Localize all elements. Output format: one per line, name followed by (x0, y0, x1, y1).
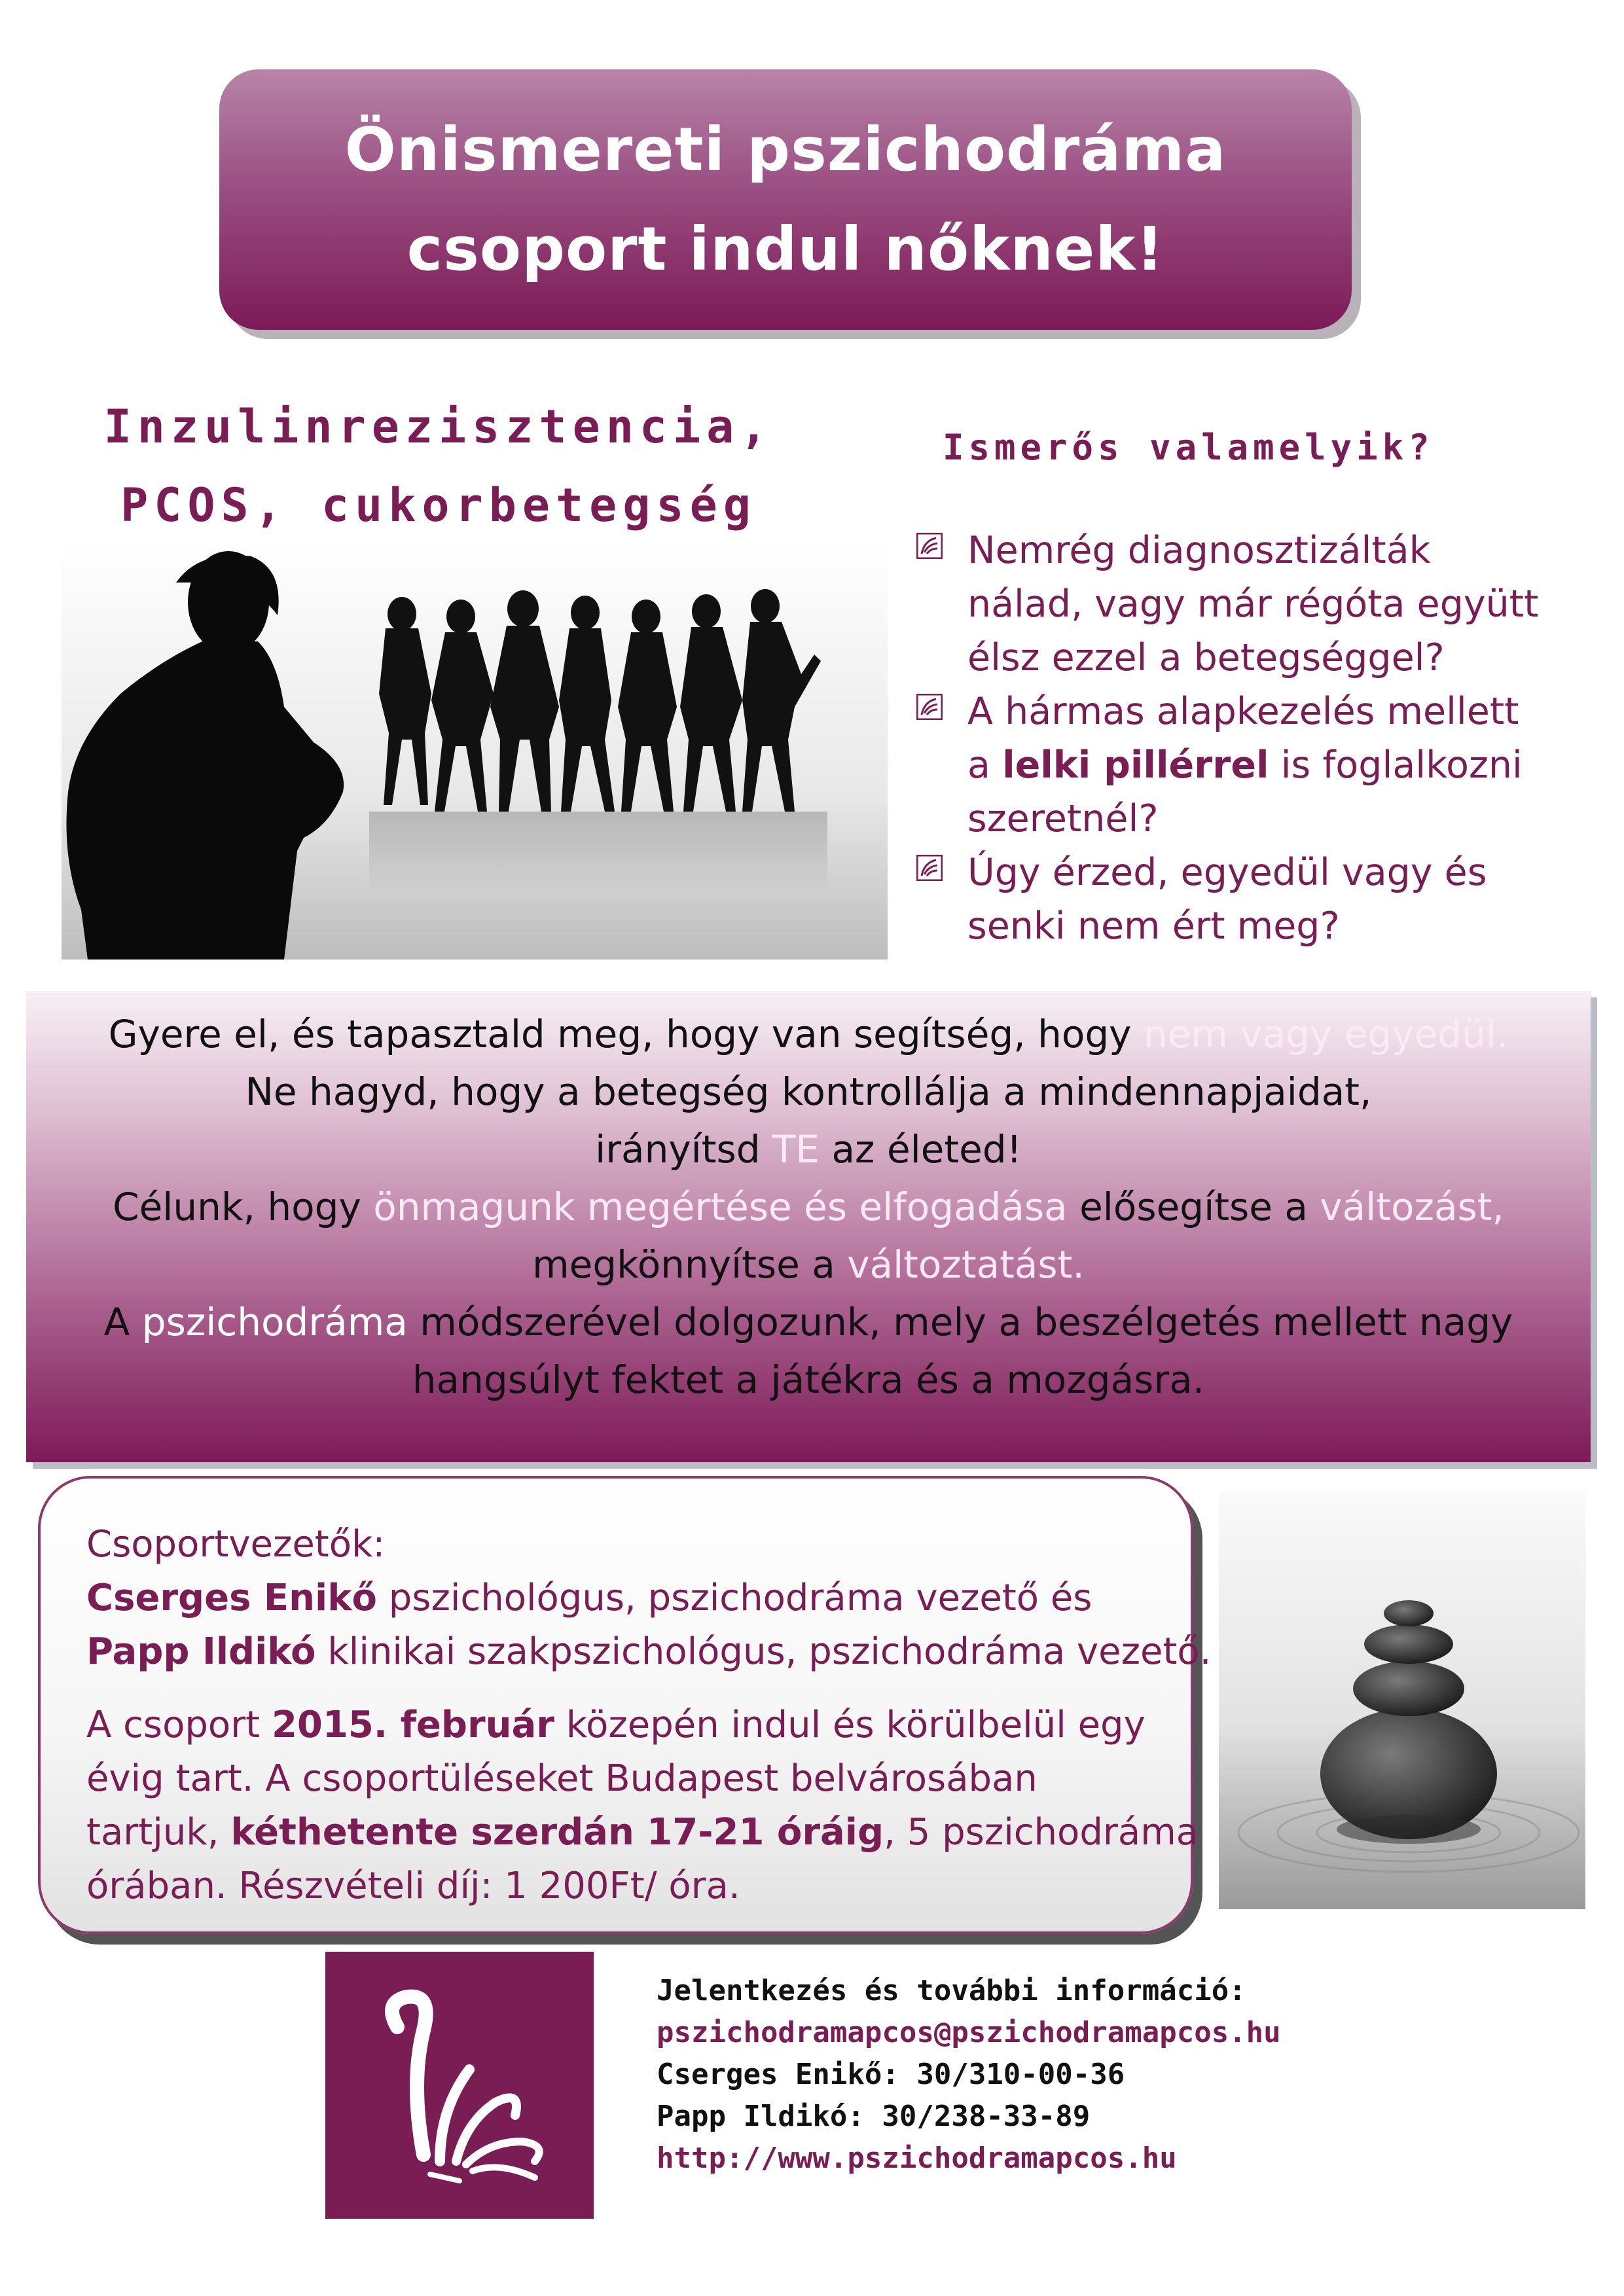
message-line-2: Ne hagyd, hogy a betegség kontrollálja a mindennapjaidat, (245, 1069, 1372, 1114)
contact-phone-1: Cserges Enikő: 30/310-00-36 (657, 2058, 1125, 2091)
questions-heading: Ismerős valamelyik? (943, 427, 1434, 468)
contact-phone-2: Papp Ildikó: 30/238-33-89 (657, 2100, 1091, 2133)
contact-heading: Jelentkezés és további információ: (657, 1974, 1246, 2007)
contact-website-link[interactable]: http://www.pszichodramapcos.hu (657, 2142, 1177, 2175)
swirl-logo-icon (325, 1952, 594, 2219)
question-2-line-2: a lelki pillérrel is foglalkozni (967, 744, 1523, 787)
subtitle-line-1: Inzulinrezisztencia, (103, 400, 774, 454)
message-box (26, 991, 1591, 1462)
question-item-3 (916, 846, 1597, 953)
title-line-1: Önismereti pszichodráma (344, 115, 1227, 185)
question-3-line-2: senki nem ért meg? (967, 905, 1340, 948)
subtitle (79, 387, 799, 545)
balanced-stones-image (1219, 1492, 1585, 1909)
women-silhouette-image (62, 543, 888, 960)
message-line-1: Gyere el, és tapasztald meg, hogy van segítség, hogy nem vagy egyedül. (108, 1012, 1509, 1056)
info-line-1: A csoport 2015. február közepén indul és körülbelül egy (86, 1704, 1146, 1746)
question-2-line-1: A hármas alapkezelés mellett (967, 690, 1519, 733)
question-1-line-1: Nemrég diagnosztizálták (967, 529, 1431, 572)
leader-1: Cserges Enikő pszichológus, pszichodráma vezető és (86, 1577, 1092, 1619)
title-banner (219, 69, 1352, 330)
leaf-bullet-icon (916, 533, 943, 559)
message-line-5: megkönnyítse a változtatást. (532, 1242, 1085, 1287)
leaders-label: Csoportvezetők: (86, 1523, 386, 1566)
message-line-4: Célunk, hogy önmagunk megértése és elfogadása elősegítse a változást, (113, 1185, 1504, 1229)
title-line-2: csoport indul nőknek! (406, 214, 1164, 284)
contact-email-link[interactable]: pszichodramapcos@pszichodramapcos.hu (657, 2016, 1281, 2049)
question-2-line-3: szeretnél? (967, 797, 1159, 840)
leaders-info-box (38, 1476, 1212, 1934)
message-line-6: A pszichodráma módszerével dolgozunk, mely a beszélgetés mellett nagy (103, 1300, 1513, 1344)
leader-2: Papp Ildikó klinikai szakpszichológus, pszichodráma vezető. (86, 1630, 1212, 1673)
info-line-2: évig tart. A csoportüléseket Budapest belvárosában (86, 1757, 1038, 1800)
question-item-1 (916, 524, 1597, 685)
subtitle-line-2: PCOS, cukorbetegség (120, 478, 757, 532)
question-3-line-1: Úgy érzed, egyedül vagy és (967, 851, 1487, 894)
leaf-bullet-icon (916, 855, 943, 881)
question-1-line-3: élsz ezzel a betegséggel? (967, 636, 1445, 679)
info-line-4: órában. Részvételi díj: 1 200Ft/ óra. (86, 1865, 740, 1907)
message-line-3: irányítsd TE az életed! (595, 1127, 1022, 1172)
question-item-2 (916, 685, 1597, 846)
leaf-bullet-icon (916, 694, 943, 720)
message-line-7: hangsúlyt fektet a játékra és a mozgásra. (412, 1357, 1205, 1402)
info-line-3: tartjuk, kéthetente szerdán 17-21 óráig, 5 pszichodráma (86, 1811, 1199, 1854)
pszichodrama-logo (325, 1952, 594, 2219)
question-1-line-2: nálad, vagy már régóta együtt (967, 583, 1539, 626)
